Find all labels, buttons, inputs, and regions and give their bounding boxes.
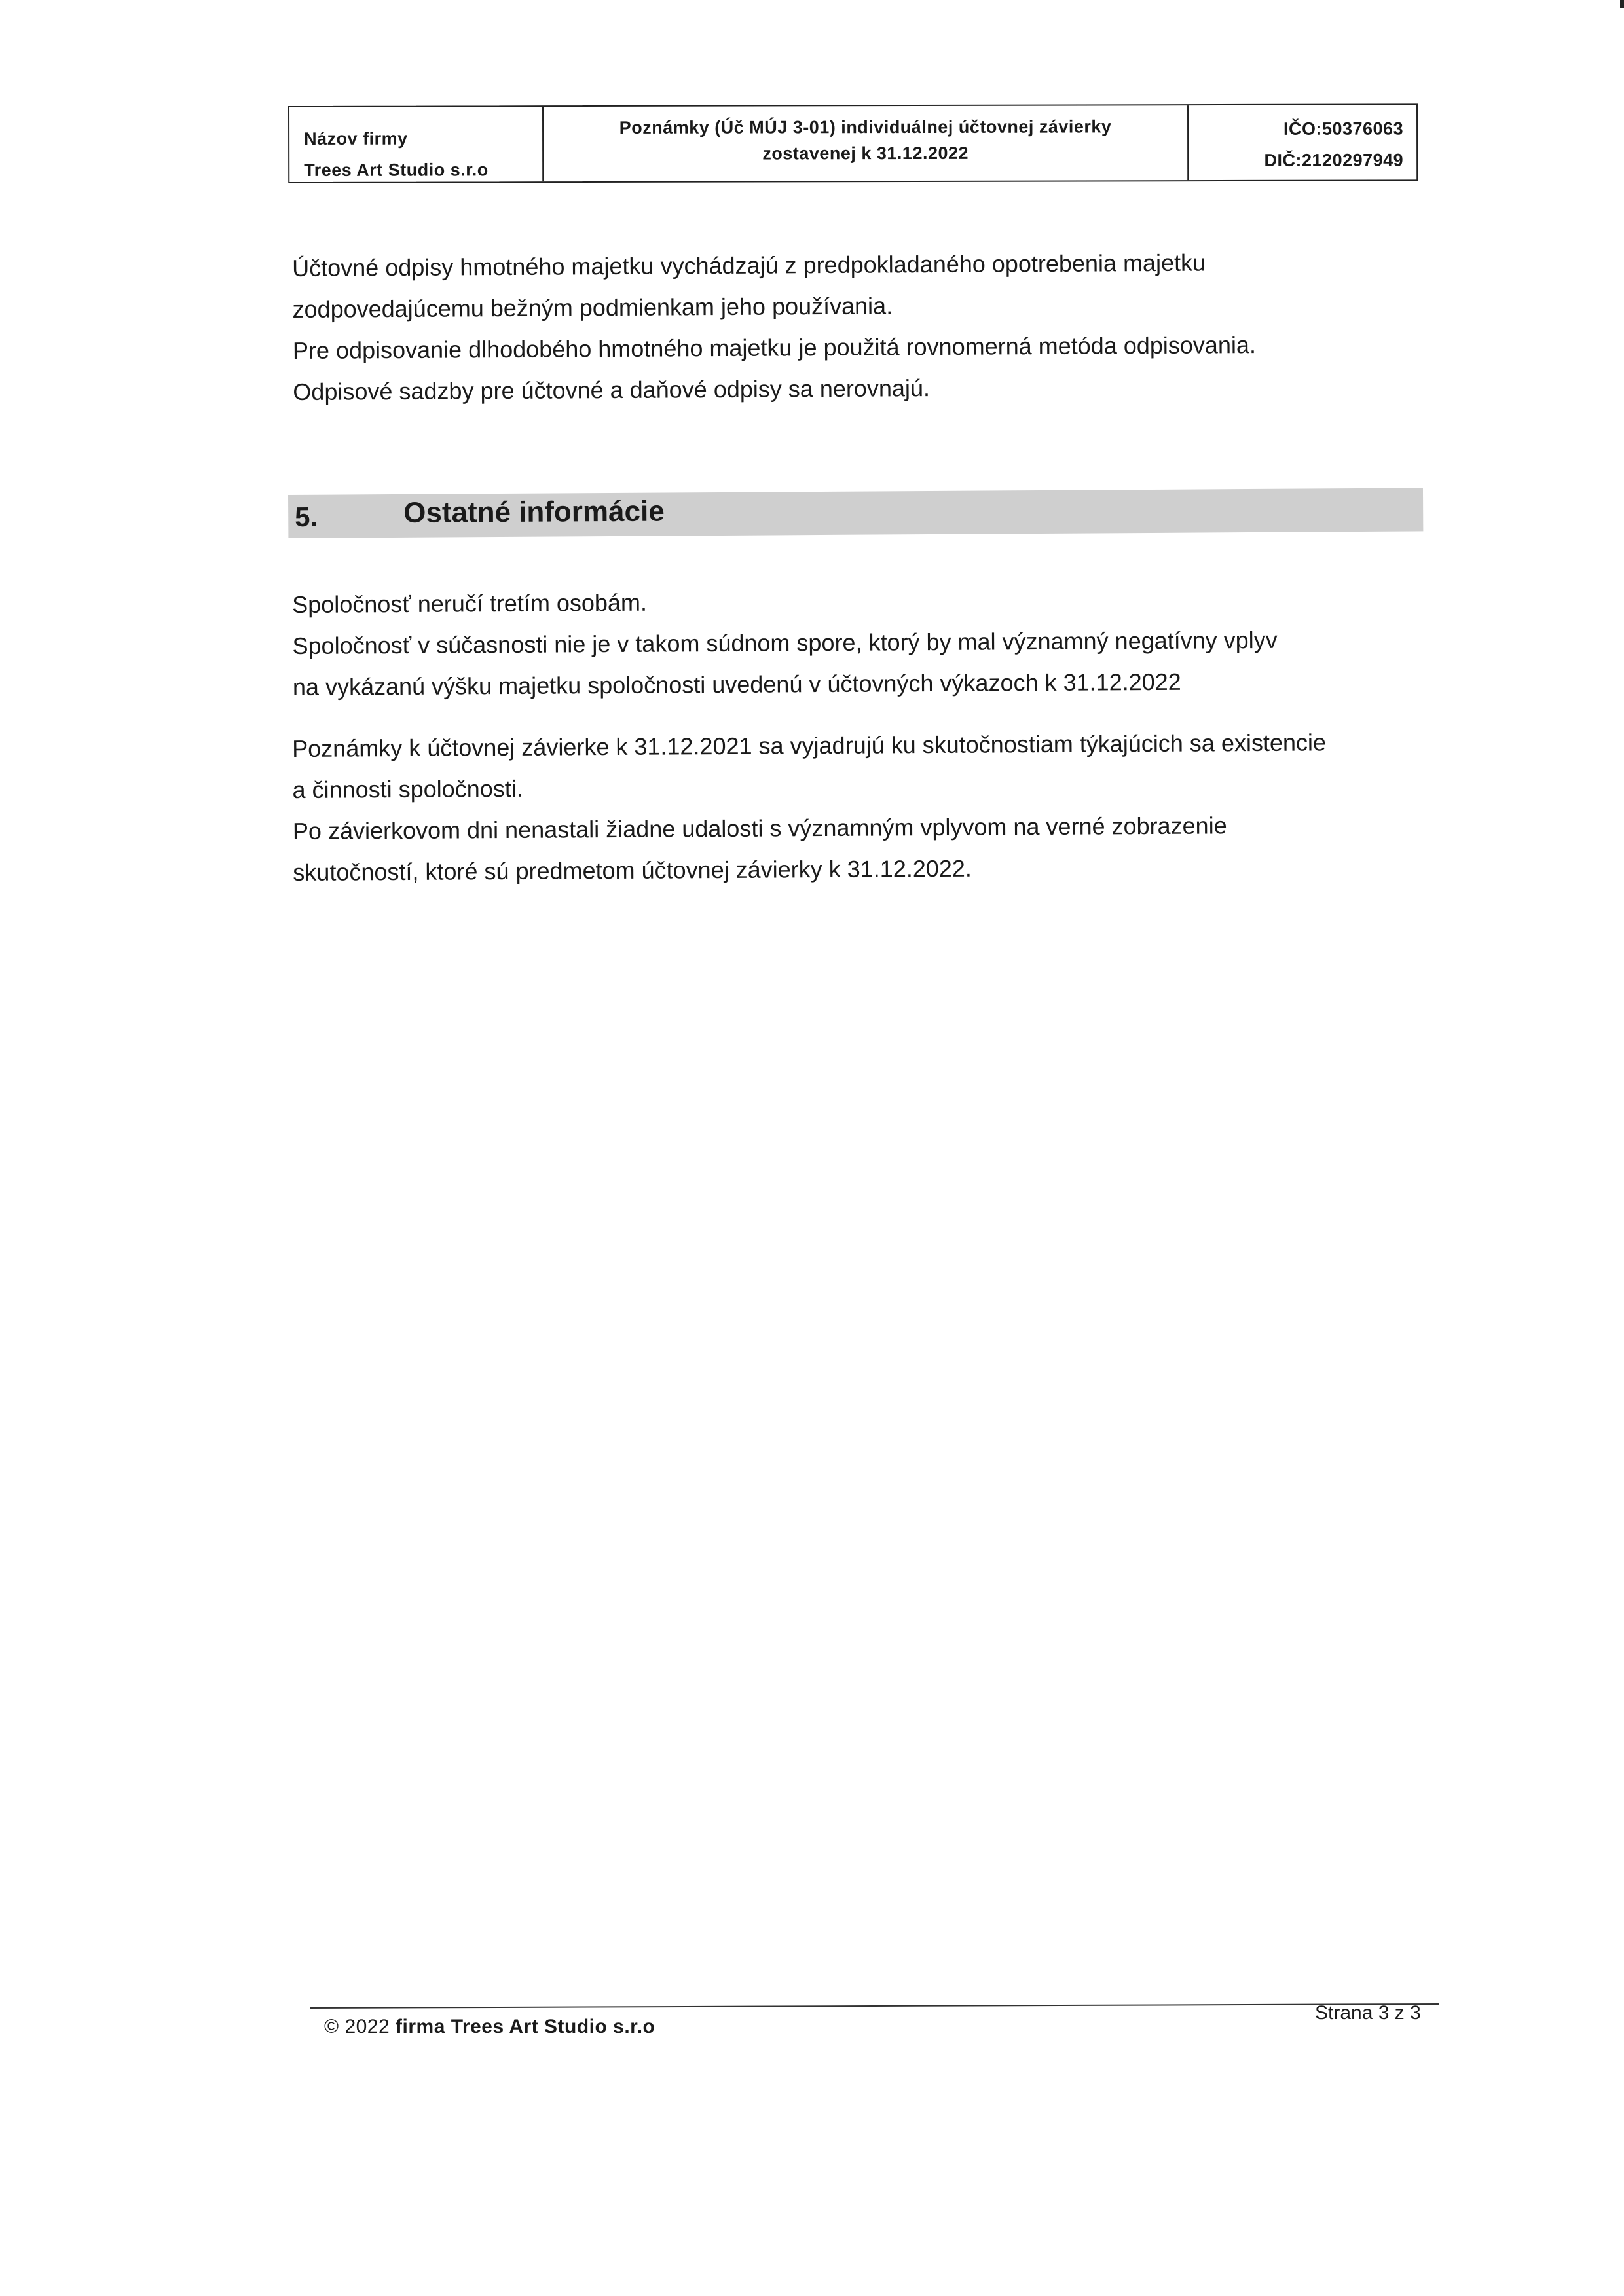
footer-firm: firma Trees Art Studio s.r.o [396,2016,655,2037]
text-line: a činnosti spoločnosti. [292,774,523,803]
text-line: Odpisové sadzby pre účtovné a daňové odpisy sa nerovnajú. [293,374,931,405]
company-label: Názov firmy [304,128,408,149]
company-cell [289,107,544,182]
scan-mark [1620,0,1624,8]
text-line: Spoločnosť v súčasnosti nie je v takom súdnom spore, ktorý by mal významný negatívny vplyv [292,626,1278,659]
document-header [288,103,1418,183]
text-line: Poznámky k účtovnej závierke k 31.12.2021 sa vyjadrujú ku skutočnostiam týkajúcich sa existencie [292,729,1327,762]
closing-paragraph [292,721,1446,893]
text-line: Po závierkovom dni nenastali žiadne udalosti s významným vplyvom na verné zobrazenie [292,812,1227,845]
section-title: Ostatné informácie [403,495,665,529]
text-line: zodpovedajúcemu bežným podmienkam jeho používania. [292,292,893,323]
ids-cell [1189,105,1416,180]
copyright-year: © 2022 [324,2016,390,2037]
text-line: Spoločnosť neručí tretím osobám. [292,589,648,618]
section-number: 5. [295,501,318,532]
footer-rule [310,2003,1439,2009]
company-name: Trees Art Studio s.r.o [304,160,489,180]
ico-number: IČO:50376063 [1283,118,1404,139]
document-title-cell [544,105,1189,181]
text-line: na vykázanú výšku majetku spoločnosti uvedenú v účtovných výkazoch k 31.12.2022 [292,668,1181,701]
text-line: Účtovné odpisy hmotného majetku vychádzajú z predpokladaného opotrebenia majetku [292,249,1206,282]
depreciation-paragraph [292,240,1446,412]
footer-copyright [324,2016,655,2038]
dic-number: DIČ:2120297949 [1264,150,1404,170]
document-title-line2: zostavenej k 31.12.2022 [762,143,969,164]
text-line: Pre odpisovanie dlhodobého hmotného majetku je použitá rovnomerná metóda odpisovania. [292,331,1257,364]
document-title-line1: Poznámky (Úč MÚJ 3-01) individuálnej účtovnej závierky [619,117,1112,137]
section-heading [288,488,1423,538]
page-number: Strana 3 z 3 [1315,2002,1421,2024]
text-line: skutočností, ktoré sú predmetom účtovnej závierky k 31.12.2022. [293,854,972,886]
other-info-paragraph [292,577,1445,708]
